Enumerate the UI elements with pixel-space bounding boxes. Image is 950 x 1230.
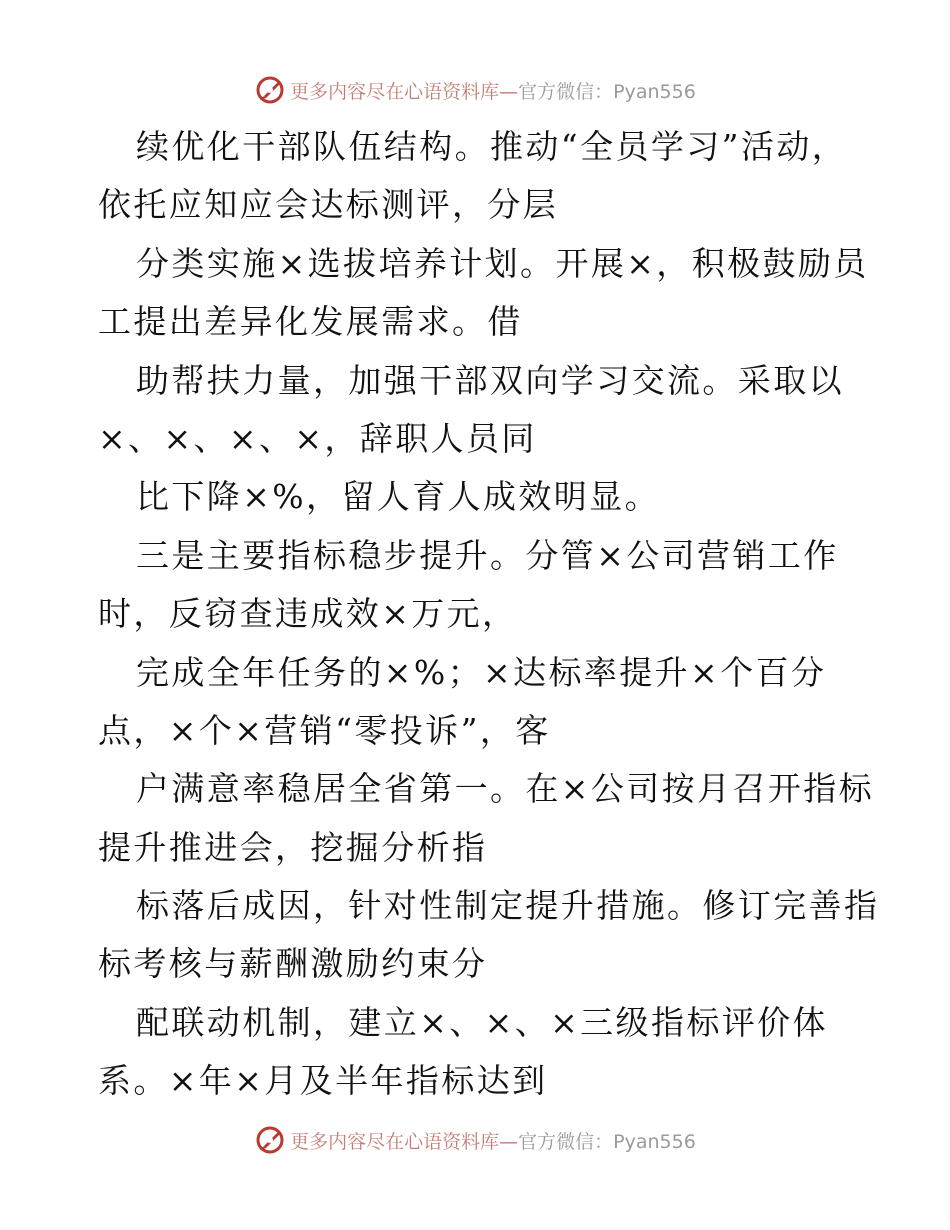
text-line: 系。×年×月及半年指标达到 — [98, 1061, 548, 1101]
text-line: ×、×、×、×，辞职人员同 — [98, 418, 537, 458]
text-line: 助帮扶力量，加强干部双向学习交流。采取以 — [136, 360, 844, 400]
header-banner-wechat: 官方微信：Pyan556 — [518, 80, 696, 103]
text-line: 标考核与薪酬激励约束分 — [98, 944, 488, 984]
header-banner-text — [290, 77, 696, 104]
text-line: 点，×个×营销“零投诉”，客 — [98, 710, 551, 750]
text-line: 依托应知应会达标测评，分层 — [98, 185, 559, 225]
pen-circle-logo-icon — [254, 1124, 286, 1156]
text-line: 时，反窃查违成效×万元， — [98, 594, 518, 634]
text-line: 户满意率稳居全省第一。在×公司按月召开指标 — [136, 769, 875, 809]
text-line: 续优化干部队伍结构。推动“全员学习”活动， — [136, 127, 848, 166]
text-line: 完成全年任务的×%；×达标率提升×个百分 — [136, 652, 827, 692]
footer-banner-separator: — — [499, 1130, 519, 1153]
text-line: 工提出差异化发展需求。借 — [98, 302, 523, 342]
footer-banner-wechat: 官方微信：Pyan556 — [518, 1130, 696, 1153]
header-banner-separator: — — [499, 80, 519, 103]
pen-circle-logo-icon — [254, 74, 286, 106]
text-line: 比下降×%，留人育人成效明显。 — [136, 477, 661, 517]
footer-banner-text — [290, 1127, 696, 1154]
header-banner — [0, 70, 950, 110]
text-line: 提升推进会，挖掘分析指 — [98, 827, 488, 867]
text-line: 分类实施×选拔培养计划。开展×，积极鼓励员 — [136, 243, 869, 283]
footer-banner-main: 更多内容尽在心语资料库 — [290, 1130, 500, 1153]
header-banner-main: 更多内容尽在心语资料库 — [290, 80, 500, 103]
text-line: 配联动机制，建立×、×、×三级指标评价体 — [136, 1002, 828, 1042]
text-line: 标落后成因，针对性制定提升措施。修订完善指 — [136, 886, 880, 926]
body-text — [98, 118, 880, 1111]
text-line: 三是主要指标稳步提升。分管×公司营销工作 — [136, 535, 839, 575]
footer-banner — [0, 1120, 950, 1160]
